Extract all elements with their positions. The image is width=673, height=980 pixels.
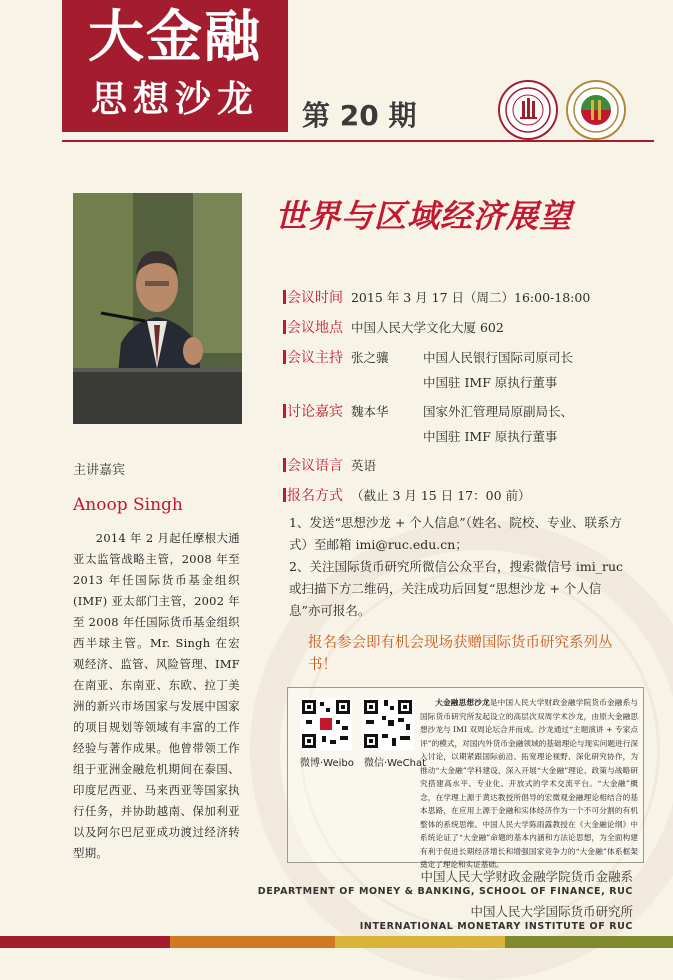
salon-intro-lead <box>420 696 638 872</box>
time-value: 2015 年 3 月 17 日（周二）16:00-18:00 <box>350 290 591 305</box>
registration-label: 报名方式 <box>283 486 343 506</box>
speaker-name: Anoop Singh <box>73 495 183 515</box>
place-row <box>283 318 504 338</box>
speaker-bio: 2014 年 2 月起任摩根大通亚太监管战略主管，2008 年至 2013 年任国际货币基金组织 (IMF) 亚太部门主管，2002 年至 2008 年任国际货币基金组织西半球主管。Mr. Singh 在宏观经济、监管、风险管理、IMF 在南亚、东南亚、东欧、拉丁美洲的新兴市场国家与发展中国家的项目规划等领域有丰富的工作经验与著作成果。他曾带领工作组于亚洲金融危机期间在泰国、印度尼西亚、马来西亚等国家执行任务，并协助越南、保加利亚以及阿尔巴尼亚成功渡过经济转型期。 <box>73 531 240 860</box>
time-row <box>283 288 590 308</box>
guest-row <box>283 402 389 422</box>
weibo-label: 微博·Weibo <box>300 758 354 769</box>
ruc-seal-icon <box>498 80 558 140</box>
place-value: 中国人民大学文化大厦 602 <box>350 320 504 335</box>
language-label: 会议语言 <box>283 456 343 476</box>
promo-text: 报名参会即有机会现场获赠国际货币研究系列丛书！ <box>308 635 613 673</box>
footer-bar-red <box>0 936 170 948</box>
footer-imi-cn: 中国人民大学国际货币研究所 <box>470 904 633 919</box>
host-title-2: 中国驻 IMF 原执行董事 <box>423 375 558 390</box>
footer-bar-yellow <box>335 936 505 948</box>
salon-intro-text: 是中国人民大学财政金融学院货币金融系与国际货币研究所发起设立的高层次双周学术沙龙，由原大金融思想沙龙与 IMI 双周论坛合并而成。沙龙通过“主题演讲 + 专家点评”的模式，对国内外货币金融领域的基础理论与现实问题进行深入讨论，以期紧跟国际前沿、拓宽理论视野、深化研究协作，为推动“大金融”学科建设，深入开展“大金融”理论、政策与战略研究搭建高水平、专业化、开放式的学术交流平台。“大金融”概念，在学理上源于黄达教授所倡导的宏微观金融理论相结合的基本思路，在应用上源于金融和实体经济作为一个不可分割的有机整体的系统思维。中国人民大学陈雨露教授在《大金融论纲》中系统论证了“大金融”命题的基本内涵和方法论思想，为全面构建有利于促进长期经济增长和增强国家竞争力的“大金融”体系框架奠定了理论和实证基础。 <box>420 698 639 869</box>
guest-name: 魏本华 <box>350 404 389 419</box>
footer-bar-orange <box>170 936 335 948</box>
wechat-label: 微信·WeChat <box>364 758 427 769</box>
registration-row <box>283 486 531 506</box>
footer-bar-olive <box>505 936 673 948</box>
registration-deadline: （截止 3 月 15 日 17：00 前） <box>350 488 531 503</box>
guest-label: 讨论嘉宾 <box>283 402 343 422</box>
brand-title: 大金融 <box>88 5 262 70</box>
salon-info-box <box>287 687 644 869</box>
registration-step-1: 1、发送“思想沙龙 + 个人信息”（姓名、院校、专业、联系方式）至邮箱 imi@ruc.edu.cn； <box>289 515 622 552</box>
footer-dept-cn: 中国人民大学财政金融学院货币金融系 <box>420 869 633 884</box>
registration-step-2: 2、关注国际货币研究所微信公众平台，搜索微信号 imi_ruc 或扫描下方二维码，关注成功后回复“思想沙龙 + 个人信息”亦可报名。 <box>289 559 624 618</box>
footer-dept-en: DEPARTMENT OF MONEY & BANKING, SCHOOL OF FINANCE, RUC <box>257 886 633 897</box>
event-title: 世界与区域经济展望 <box>275 197 573 235</box>
host-name: 张之骧 <box>350 350 389 365</box>
host-label: 会议主持 <box>283 348 343 368</box>
place-label: 会议地点 <box>283 318 343 338</box>
guest-title-1: 国家外汇管理局原副局长、 <box>423 404 574 419</box>
speaker-photo <box>73 193 242 424</box>
footer-imi-en: INTERNATIONAL MONETARY INSTITUTE OF RUC <box>359 921 633 932</box>
language-row <box>283 456 376 476</box>
speaker-label: 主讲嘉宾 <box>73 463 126 478</box>
language-value: 英语 <box>350 458 376 473</box>
weibo-qr-code <box>300 698 352 750</box>
host-row <box>283 348 389 368</box>
logo-group <box>498 80 628 144</box>
guest-title-2: 中国驻 IMF 原执行董事 <box>423 429 558 444</box>
host-title-1: 中国人民银行国际司原司长 <box>423 350 574 365</box>
imi-seal-icon <box>566 80 626 140</box>
issue-number: 第 20 期 <box>302 99 417 132</box>
salon-intro-title: 大金融思想沙龙 <box>435 698 490 707</box>
wechat-qr-code <box>362 698 414 750</box>
brand-subtitle: 思想沙龙 <box>90 79 259 120</box>
time-label: 会议时间 <box>283 288 343 308</box>
header-divider <box>62 140 654 142</box>
brand-banner <box>62 0 288 132</box>
